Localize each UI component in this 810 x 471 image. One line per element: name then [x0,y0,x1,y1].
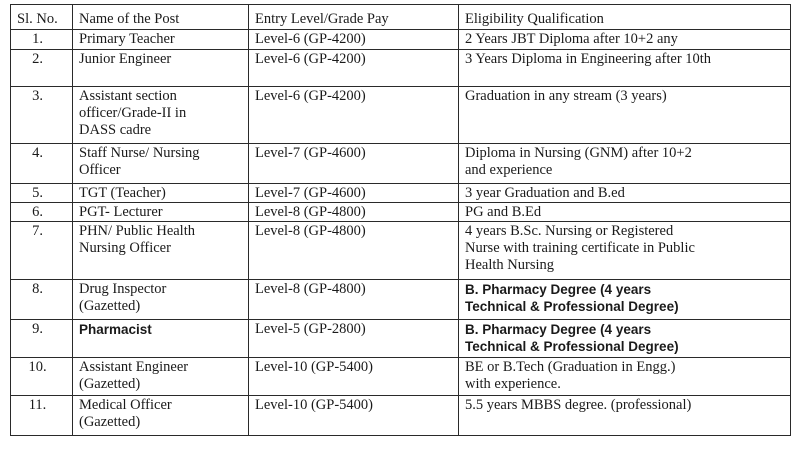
row-sl-no: 11. [11,396,73,436]
row-sl-no: 9. [11,320,73,358]
row-sl-no: 2. [11,50,73,87]
row-entry-level: Level-7 (GP-4600) [249,144,459,184]
row-qualification: BE or B.Tech (Graduation in Engg.) with experience. [459,358,791,396]
row-qualification: Graduation in any stream (3 years) [459,87,791,144]
qualification-text: 3 Years Diploma in Engineering after 10th [465,51,712,67]
row-post-name: Assistant Engineer (Gazetted) [73,358,249,396]
row-post-name: Drug Inspector (Gazetted) [73,280,249,320]
row-sl-no: 8. [11,280,73,320]
row-entry-level: Level-6 (GP-4200) [249,30,459,50]
row-entry-level: Level-10 (GP-5400) [249,396,459,436]
row-post-name: PGT- Lecturer [73,203,249,222]
table-row [11,87,791,144]
table-row [11,203,791,222]
header-sl-no: Sl. No. [11,5,73,30]
row-sl-no: 6. [11,203,73,222]
row-post-name: PHN/ Public Health Nursing Officer [73,222,249,280]
row-post-name: Junior Engineer [73,50,249,87]
row-post-name: Medical Officer (Gazetted) [73,396,249,436]
row-qualification [459,50,791,87]
table-row [11,144,791,184]
posts-table-document [10,4,790,436]
header-post-name: Name of the Post [73,5,249,30]
row-entry-level: Level-10 (GP-5400) [249,358,459,396]
row-sl-no: 10. [11,358,73,396]
row-qualification: PG and B.Ed [459,203,791,222]
row-sl-no: 7. [11,222,73,280]
row-qualification: 2 Years JBT Diploma after 10+2 any [459,30,791,50]
table-row [11,280,791,320]
row-entry-level: Level-8 (GP-4800) [249,280,459,320]
row-entry-level: Level-7 (GP-4600) [249,184,459,203]
row-qualification: 3 year Graduation and B.ed [459,184,791,203]
row-qualification: 4 years B.Sc. Nursing or Registered Nurse with training certificate in Public Health Nursing [459,222,791,280]
row-entry-level: Level-8 (GP-4800) [249,222,459,280]
table-row [11,30,791,50]
row-post-name: Assistant section officer/Grade-II in DASS cadre [73,87,249,144]
table-row [11,358,791,396]
row-qualification: B. Pharmacy Degree (4 years Technical & Professional Degree) [459,280,791,320]
row-qualification: B. Pharmacy Degree (4 years Technical & Professional Degree) [459,320,791,358]
row-entry-level: Level-6 (GP-4200) [249,50,459,87]
row-sl-no: 5. [11,184,73,203]
header-eligibility: Eligibility Qualification [459,5,791,30]
row-qualification: 5.5 years MBBS degree. (professional) [459,396,791,436]
row-entry-level: Level-6 (GP-4200) [249,87,459,144]
row-entry-level: Level-8 (GP-4800) [249,203,459,222]
header-entry-level: Entry Level/Grade Pay [249,5,459,30]
row-sl-no: 4. [11,144,73,184]
row-entry-level: Level-5 (GP-2800) [249,320,459,358]
row-sl-no: 3. [11,87,73,144]
row-post-name: Staff Nurse/ Nursing Officer [73,144,249,184]
table-row [11,50,791,87]
row-post-name: Primary Teacher [73,30,249,50]
row-post-name: Pharmacist [73,320,249,358]
table-row [11,184,791,203]
row-qualification: Diploma in Nursing (GNM) after 10+2 and experience [459,144,791,184]
table-row [11,320,791,358]
table-row [11,396,791,436]
row-sl-no: 1. [11,30,73,50]
table-row [11,222,791,280]
header-row [11,5,791,30]
posts-table [10,4,791,436]
row-post-name: TGT (Teacher) [73,184,249,203]
